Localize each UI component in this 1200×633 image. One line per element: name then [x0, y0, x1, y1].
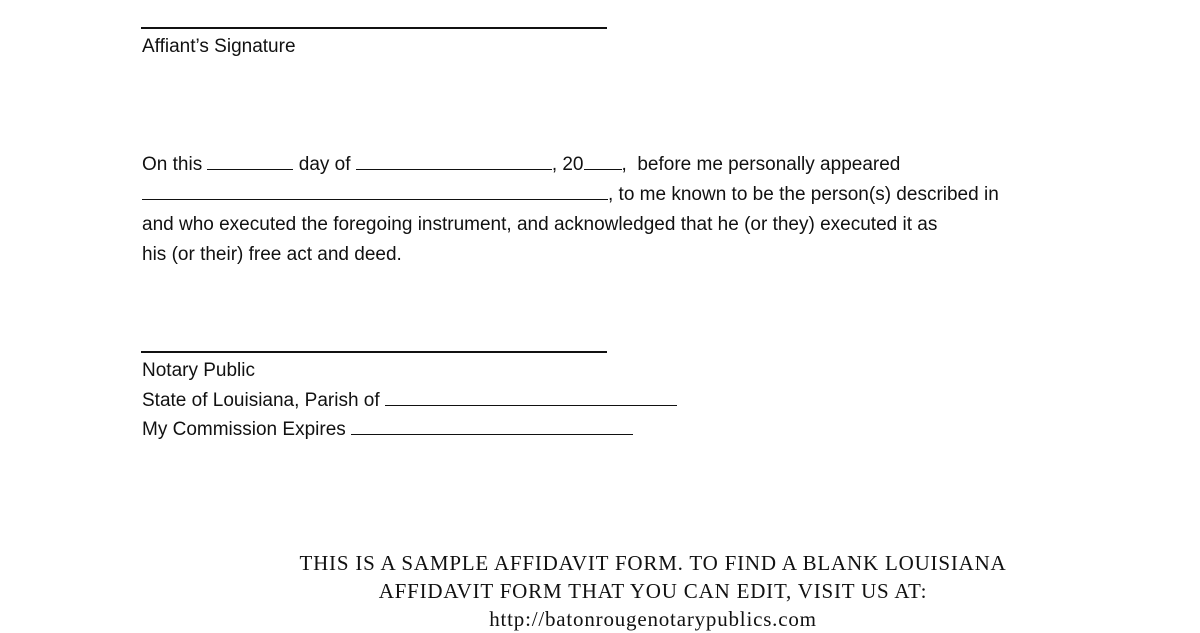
acknowledgment-line-3: and who executed the foregoing instrument, and acknowledged that he (or they) executed it as [142, 214, 938, 235]
year-blank [584, 151, 622, 170]
person-name-blank [142, 181, 608, 200]
acknowledgment-line-4: his (or their) free act and deed. [142, 244, 402, 265]
text-known-person: , to me known to be the person(s) described in [608, 184, 999, 205]
acknowledgment-paragraph [142, 150, 1082, 270]
affiant-signature-line [141, 27, 607, 29]
acknowledgment-line-1 [142, 150, 1082, 180]
notice-line-1: THIS IS A SAMPLE AFFIDAVIT FORM. TO FIND A BLANK LOUISIANA [299, 551, 1007, 575]
affiant-signature-label: Affiant’s Signature [142, 36, 296, 57]
text-on-this: On this [142, 154, 208, 175]
commission-label: My Commission Expires [142, 419, 352, 440]
notary-public-title: Notary Public [142, 360, 255, 381]
notary-commission-row [142, 415, 633, 445]
text-year-prefix: , 20 [551, 154, 584, 175]
notary-signature-line [141, 351, 607, 353]
month-blank [356, 151, 552, 170]
notice-line-2: AFFIDAVIT FORM THAT YOU CAN EDIT, VISIT US AT: [378, 579, 928, 603]
notary-parish-row [142, 386, 677, 416]
parish-blank [385, 387, 677, 406]
text-day-of: day of [293, 154, 356, 175]
text-appeared: , before me personally appeared [621, 154, 901, 175]
day-blank [207, 151, 293, 170]
notice-url-link[interactable]: http://batonrougenotarypublics.com [489, 607, 817, 631]
commission-blank [351, 416, 633, 435]
acknowledgment-line-2 [142, 180, 1082, 210]
sample-form-notice [200, 549, 1106, 633]
parish-label: State of Louisiana, Parish of [142, 390, 385, 411]
